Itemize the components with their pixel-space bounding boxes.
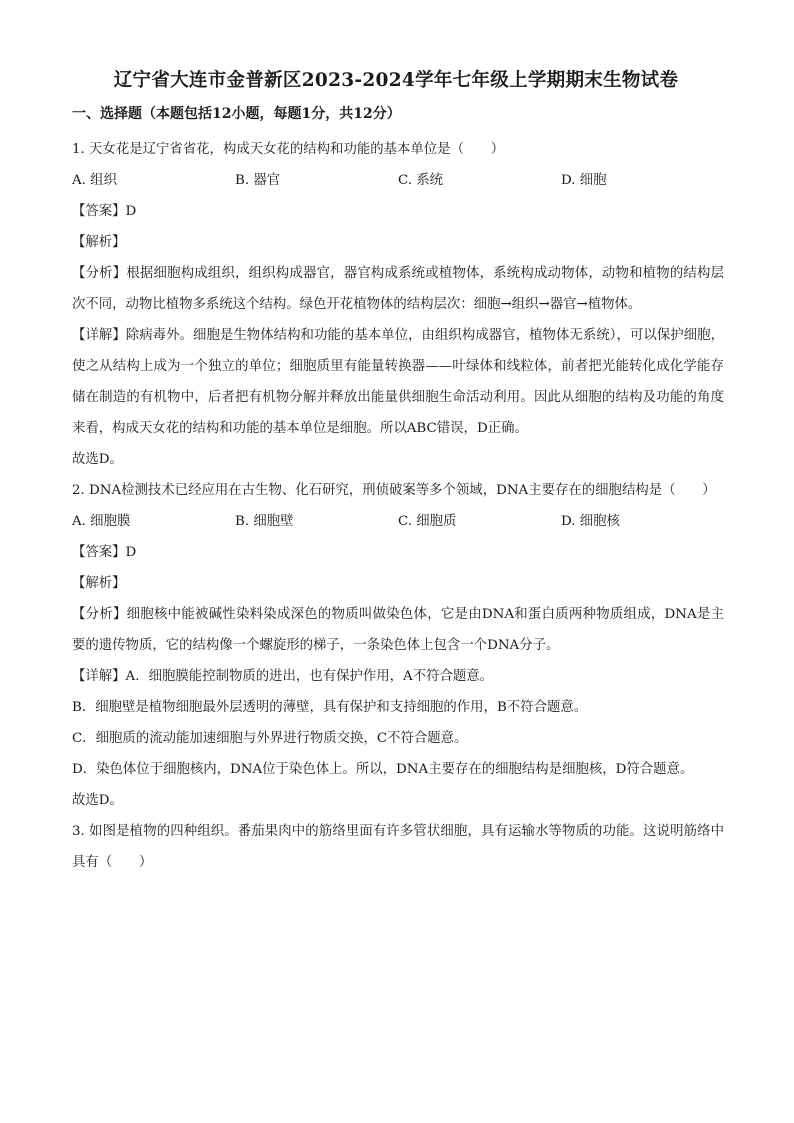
page-title: 辽宁省大连市金普新区2023-2024学年七年级上学期期末生物试卷 — [113, 70, 679, 91]
detail-paragraph: 【详解】A．细胞膜能控制物质的进出，也有保护作用，A不符合题意。 — [72, 669, 494, 684]
conclusion-line: 故选D。 — [72, 793, 123, 808]
option-a: A. 细胞膜 — [72, 514, 131, 529]
analysis-label: 【解析】 — [72, 235, 126, 250]
option-list — [72, 506, 724, 537]
conclusion-line: 故选D。 — [72, 452, 123, 467]
option-d: D. 细胞 — [561, 173, 607, 188]
option-list — [72, 165, 724, 196]
question-stem: 1. 天女花是辽宁省省花，构成天女花的结构和功能的基本单位是（ ） — [72, 142, 505, 157]
answer-line: 【答案】D — [72, 204, 137, 219]
question-2 — [72, 475, 724, 816]
analysis-label: 【解析】 — [72, 576, 126, 591]
option-b: B. 器官 — [235, 173, 281, 188]
option-c: C. 系统 — [398, 173, 444, 188]
option-d: D. 细胞核 — [561, 514, 620, 529]
answer-line: 【答案】D — [72, 545, 137, 560]
question-stem: 2. DNA检测技术已经应用在古生物、化石研究，刑侦破案等多个领域，DNA主要存在的细胞结构是（ ） — [72, 483, 716, 498]
option-b: B. 细胞壁 — [235, 514, 294, 529]
question-1 — [72, 134, 724, 475]
option-a: A. 组织 — [72, 173, 117, 188]
section-heading: 一、选择题（本题包括12小题，每题1分，共12分） — [72, 106, 401, 122]
analysis-paragraph: 【分析】根据细胞构成组织，组织构成器官，器官构成系统或植物体，系统构成动物体，动物和植物的结构层次不同，动物比植物多系统这个结构。绿色开花植物体的结构层次：细胞→组织→器官→植物体。 — [72, 266, 724, 312]
detail-paragraph: D．染色体位于细胞核内，DNA位于染色体上。所以，DNA主要存在的细胞结构是细胞核，D符合题意。 — [72, 762, 694, 777]
option-c: C. 细胞质 — [398, 514, 457, 529]
question-3 — [72, 816, 724, 878]
analysis-paragraph: 【分析】细胞核中能被碱性染料染成深色的物质叫做染色体，它是由DNA和蛋白质两种物质组成，DNA是主要的遗传物质，它的结构像一个螺旋形的梯子，一条染色体上包含一个DNA分子。 — [72, 607, 724, 653]
detail-paragraph: C．细胞质的流动能加速细胞与外界进行物质交换，C不符合题意。 — [72, 731, 468, 746]
question-stem: 3. 如图是植物的四种组织。番茄果肉中的筋络里面有许多管状细胞，具有运输水等物质的功能。这说明筋络中具有（ ） — [72, 824, 724, 870]
detail-paragraph: 【详解】除病毒外。细胞是生物体结构和功能的基本单位，由组织构成器官，植物体无系统），可以保护细胞，使之从结构上成为一个独立的单位；细胞质里有能量转换器——叶绿体和线粒体，前者把光能转化成化学能存储在制造的有机物中，后者把有机物分解并释放出能量供细胞生命活动利用。因此从细胞的结构及功能的角度来看，构成天女花的结构和功能的基本单位是细胞。所以ABC错误，D正确。 — [72, 328, 724, 436]
detail-paragraph: B．细胞壁是植物细胞最外层透明的薄壁，具有保护和支持细胞的作用，B不符合题意。 — [72, 700, 588, 715]
